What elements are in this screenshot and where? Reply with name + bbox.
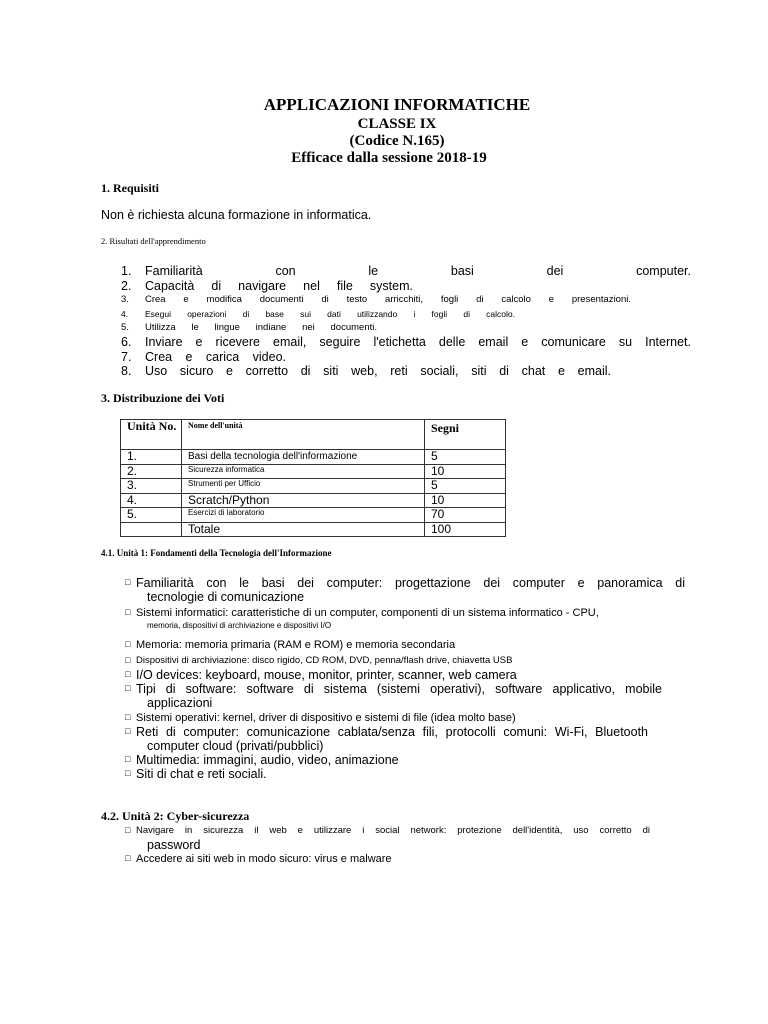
bullet-box-icon: □ [125,655,131,665]
topic-text: Accedere ai siti web in modo sicuro: virus e malware [136,853,392,865]
unit-name-cell: Sicurezza informatica [182,464,425,479]
list-item [121,279,691,294]
bullet-box-icon: □ [125,825,131,835]
list-item [121,321,691,335]
bullet-box-icon: □ [125,669,131,679]
list-item [121,364,691,379]
list-item [125,606,685,620]
unit1-topics [125,576,685,781]
topic-continuation: computer cloud (privati/pubblici) [147,739,324,753]
course-code: (Codice N.165) [349,133,445,149]
item-text: Capacità di navigare nel file system. [145,278,413,293]
bullet-box-icon: □ [125,639,131,649]
topic-text: Sistemi operativi: kernel, driver di dispositivo e sistemi di file (idea molto base) [136,712,516,724]
item-text: Uso sicuro e corretto di siti web, reti sociali, siti di chat e email. [145,364,611,378]
marks-cell: 10 [425,493,506,508]
effective-session: Efficace dalla sessione 2018-19 [291,150,487,166]
list-item [125,725,685,739]
marks-table [120,419,506,537]
unit-cell: 5. [121,508,182,523]
document-title: APPLICAZIONI INFORMATICHE [263,95,531,114]
total-label: Totale [182,522,425,537]
unit2-topics [125,824,685,866]
topic-text: Reti di computer: comunicazione cablata/senza fili, protocolli comuni: Wi-Fi, Bluetooth [136,725,648,739]
list-item [125,711,685,725]
marks-cell: 5 [425,479,506,494]
section-heading-distribuzione: 3. Distribuzione dei Voti [101,391,225,405]
topic-text: Familiarità con le basi dei computer: progettazione dei computer e panoramica di [136,576,685,590]
section-heading-risultati: 2. Risultati dell'apprendimento [101,236,206,246]
class-label: CLASSE IX [357,116,437,132]
unit-name-cell: Basi della tecnologia dell'informazione [182,450,425,465]
unit-name-cell: Esercizi di laboratorio [182,508,425,523]
bullet-box-icon: □ [125,754,131,764]
list-item [125,767,685,781]
list-item [121,307,691,321]
topic-text: I/O devices: keyboard, mouse, monitor, printer, scanner, web camera [136,668,517,682]
topic-continuation: tecnologie di comunicazione [147,590,305,604]
table-row [121,464,506,479]
bullet-box-icon: □ [125,607,131,617]
section-heading-unit2: 4.2. Unità 2: Cyber-sicurezza [101,809,250,823]
column-header-unit: Unità No. [121,420,182,450]
list-item [121,350,691,365]
list-item [125,576,685,590]
item-number: 4. [121,309,129,319]
item-text: Inviare e ricevere email, seguire l'etichetta delle email e comunicare su Internet. [145,335,691,349]
item-number: 1. [121,264,132,278]
unit-cell: 4. [121,493,182,508]
unit-cell: 3. [121,479,182,494]
table-row [121,450,506,465]
list-item [121,293,691,307]
topic-text: Tipi di software: software di sistema (sistemi operativi), software applicativo, mobile [136,682,662,696]
marks-cell: 10 [425,464,506,479]
table-header-row [121,420,506,450]
section-heading-requisiti: 1. Requisiti [101,181,160,195]
list-item [125,824,685,838]
column-header-name: Nome dell'unità [182,420,425,450]
list-item [125,654,685,668]
topic-continuation: memoria, dispositivi di archiviazione e dispositivi I/O [147,621,332,630]
bullet-box-icon: □ [125,577,131,587]
item-text: Crea e carica video. [145,349,286,364]
topic-text: Memoria: memoria primaria (RAM e ROM) e memoria secondaria [136,639,456,651]
topic-text: Navigare in sicurezza il web e utilizzare i social network: protezione dell'identità, uso corretto di [136,825,650,836]
list-item [125,638,685,652]
table-row [121,479,506,494]
topic-continuation: applicazioni [147,696,213,710]
marks-cell: 5 [425,450,506,465]
requisiti-text: Non è richiesta alcuna formazione in informatica. [101,208,372,222]
item-number: 5. [121,322,129,333]
unit-cell: 1. [121,450,182,465]
list-item [121,264,691,279]
list-item [125,682,685,696]
bullet-box-icon: □ [125,853,131,863]
bullet-box-icon: □ [125,712,131,722]
total-value: 100 [425,522,506,537]
topic-text: Sistemi informatici: caratteristiche di un computer, componenti di un sistema informatico - CPU, [136,607,599,619]
column-header-marks: Segni [425,420,506,450]
bullet-box-icon: □ [125,726,131,736]
item-number: 3. [121,294,129,305]
item-text: Familiarità con le basi dei computer. [145,264,691,278]
topic-continuation: password [147,838,201,852]
list-item [125,753,685,767]
item-number: 7. [121,349,132,364]
learning-outcomes-list [121,264,691,379]
topic-text: Siti di chat e reti sociali. [136,767,267,781]
item-number: 6. [121,335,132,349]
list-item [125,852,685,866]
item-number: 8. [121,364,132,378]
bullet-box-icon: □ [125,683,131,693]
item-text: Utilizza le lingue indiane nei documenti. [145,322,377,333]
table-row [121,493,506,508]
topic-text: Dispositivi di archiviazione: disco rigido, CD ROM, DVD, penna/flash drive, chiavetta USB [136,655,513,666]
item-number: 2. [121,278,132,293]
unit-cell [121,522,182,537]
list-item [125,668,685,682]
section-heading-unit1: 4.1. Unità 1: Fondamenti della Tecnologia dell'Informazione [101,548,332,558]
list-item [121,335,691,350]
unit-name-cell: Strumenti per Ufficio [182,479,425,494]
item-text: Esegui operazioni di base sui dati utilizzando i fogli di calcolo. [145,309,515,319]
unit-cell: 2. [121,464,182,479]
unit-name-cell: Scratch/Python [182,493,425,508]
table-total-row [121,522,506,537]
topic-text: Multimedia: immagini, audio, video, animazione [136,753,399,767]
item-text: Crea e modifica documenti di testo arricchiti, fogli di calcolo e presentazioni. [145,294,631,305]
marks-cell: 70 [425,508,506,523]
table-row [121,508,506,523]
bullet-box-icon: □ [125,768,131,778]
